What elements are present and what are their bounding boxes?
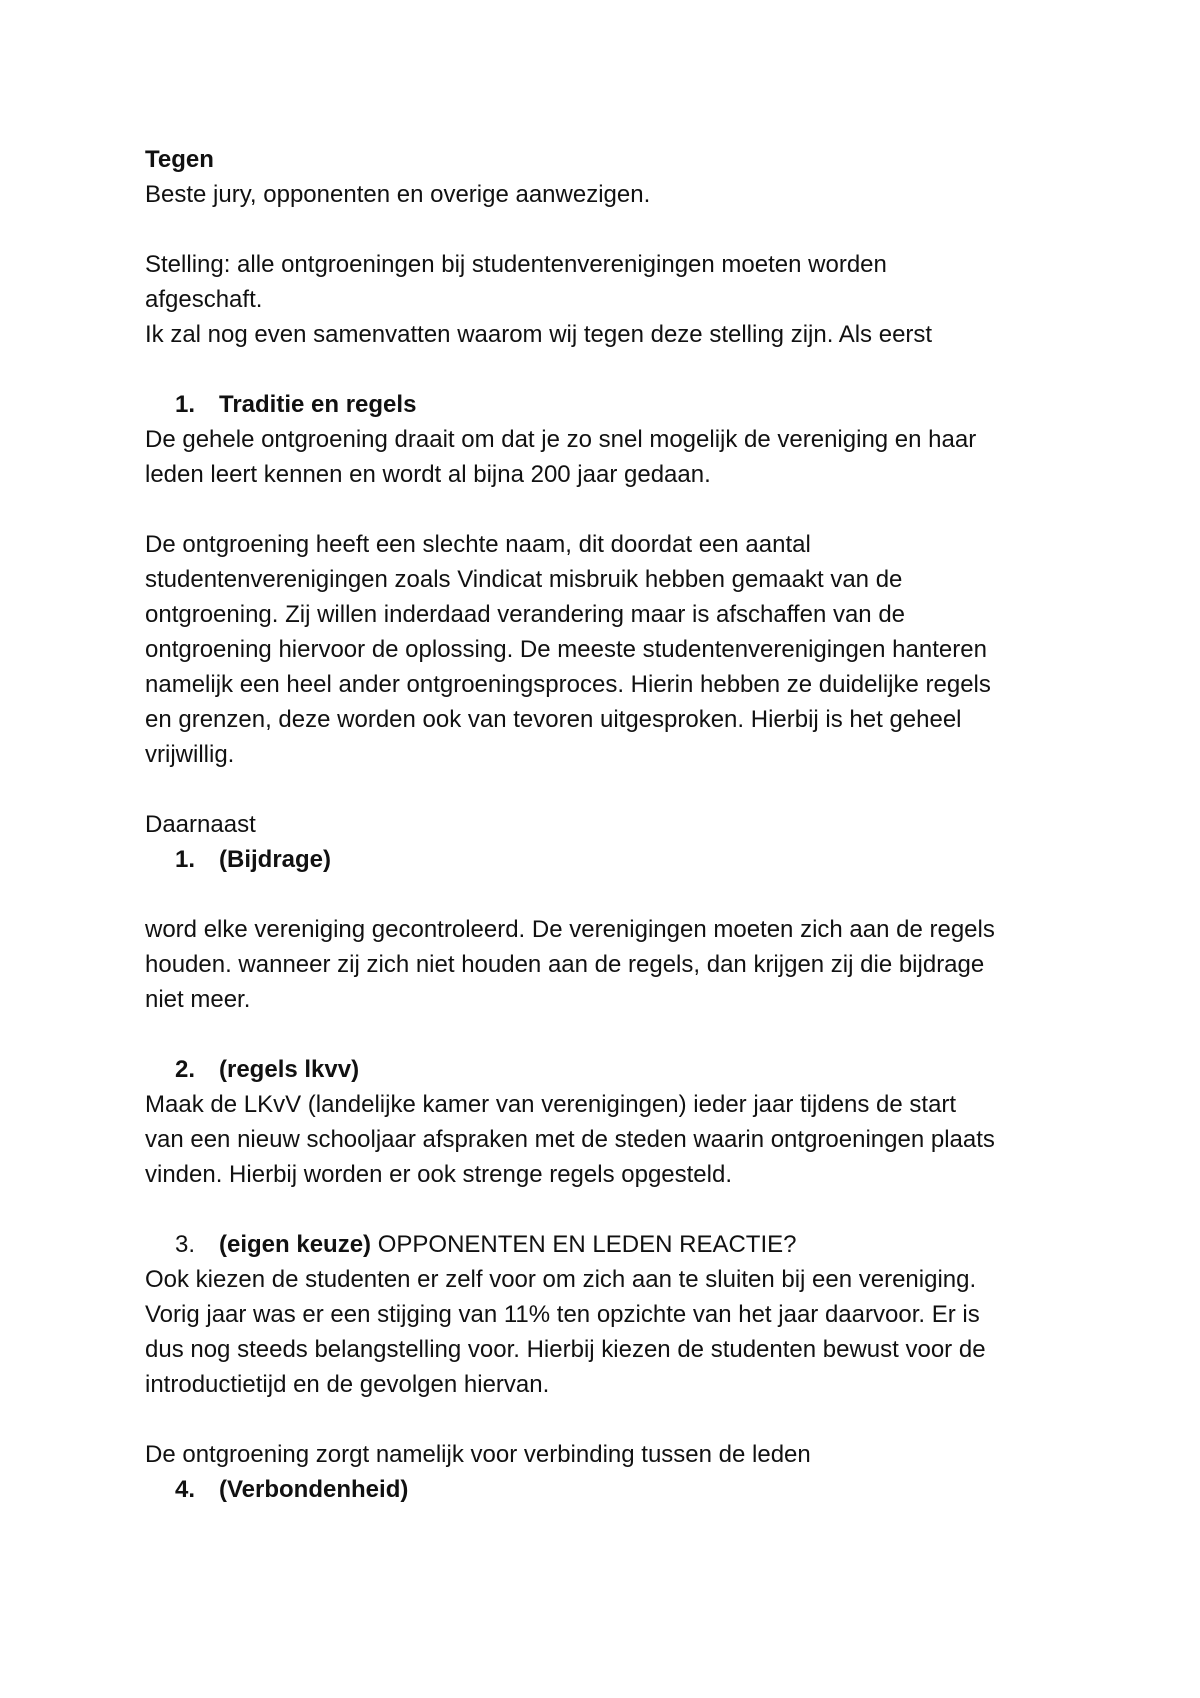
document-heading: Tegen [145, 146, 214, 173]
list-title: (Verbondenheid) [219, 1476, 409, 1503]
list-number: 3. [175, 1231, 196, 1258]
statement-line: afgeschaft. [145, 286, 263, 313]
paragraph-line: ontgroening hiervoor de oplossing. De meeste studentenverenigingen hanteren [145, 636, 987, 663]
paragraph-line: houden. wanneer zij zich niet houden aan de regels, dan krijgen zij die bijdrage [145, 951, 985, 978]
list-title: (Bijdrage) [219, 846, 332, 873]
paragraph-line: ontgroening. Zij willen inderdaad verandering maar is afschaffen van de [145, 601, 906, 628]
list-title: Traditie en regels [219, 391, 417, 418]
paragraph-line: en grenzen, deze worden ook van tevoren uitgesproken. Hierbij is het geheel [145, 706, 962, 733]
blank-line [145, 1192, 1075, 1227]
paragraph-line: De ontgroening heeft een slechte naam, dit doordat een aantal [145, 531, 811, 558]
paragraph-line: introductietijd en de gevolgen hiervan. [145, 1371, 550, 1398]
list-title: (eigen keuze) [219, 1231, 372, 1258]
list-item-eigen-keuze [145, 1227, 1075, 1262]
paragraph-line: Maak de LKvV (landelijke kamer van verenigingen) ieder jaar tijdens de start [145, 1091, 957, 1118]
blank-line [145, 352, 1075, 387]
list-title-suffix: OPPONENTEN EN LEDEN REACTIE? [371, 1231, 797, 1258]
blank-line [145, 772, 1075, 807]
list-item-bijdrage [145, 842, 1075, 877]
list-title: (regels lkvv) [219, 1056, 360, 1083]
blank-line [145, 877, 1075, 912]
paragraph-line: word elke vereniging gecontroleerd. De verenigingen moeten zich aan de regels [145, 916, 995, 943]
closing-text: De ontgroening zorgt namelijk voor verbinding tussen de leden [145, 1441, 811, 1468]
paragraph-line: van een nieuw schooljaar afspraken met de steden waarin ontgroeningen plaats [145, 1126, 995, 1153]
list-item-regels-lkvv [145, 1052, 1075, 1087]
paragraph-line: namelijk een heel ander ontgroeningsproces. Hierin hebben ze duidelijke regels [145, 671, 991, 698]
blank-line [145, 1017, 1075, 1052]
statement-line: Ik zal nog even samenvatten waarom wij tegen deze stelling zijn. Als eerst [145, 321, 933, 348]
list-number: 1. [175, 391, 196, 418]
paragraph-line: leden leert kennen en wordt al bijna 200 jaar gedaan. [145, 461, 711, 488]
blank-line [145, 1402, 1075, 1437]
list-number: 2. [175, 1056, 196, 1083]
paragraph-line: dus nog steeds belangstelling voor. Hierbij kiezen de studenten bewust voor de [145, 1336, 986, 1363]
list-item-traditie [145, 387, 1075, 422]
paragraph-line: vinden. Hierbij worden er ook strenge regels opgesteld. [145, 1161, 733, 1188]
blank-line [145, 492, 1075, 527]
paragraph-line: Ook kiezen de studenten er zelf voor om zich aan te sluiten bij een vereniging. [145, 1266, 977, 1293]
paragraph-line: Vorig jaar was er een stijging van 11% ten opzichte van het jaar daarvoor. Er is [145, 1301, 980, 1328]
paragraph-line: vrijwillig. [145, 741, 235, 768]
list-number: 1. [175, 846, 196, 873]
list-number: 4. [175, 1476, 196, 1503]
daarnaast-text: Daarnaast [145, 811, 256, 838]
statement-line: Stelling: alle ontgroeningen bij studentenverenigingen moeten worden [145, 251, 887, 278]
paragraph-line: niet meer. [145, 986, 251, 1013]
paragraph-line: studentenverenigingen zoals Vindicat misbruik hebben gemaakt van de [145, 566, 903, 593]
greeting-text: Beste jury, opponenten en overige aanwezigen. [145, 181, 651, 208]
paragraph-line: De gehele ontgroening draait om dat je zo snel mogelijk de vereniging en haar [145, 426, 977, 453]
blank-line [145, 212, 1075, 247]
document-body [145, 142, 1075, 1507]
list-item-verbondenheid [145, 1472, 1075, 1507]
